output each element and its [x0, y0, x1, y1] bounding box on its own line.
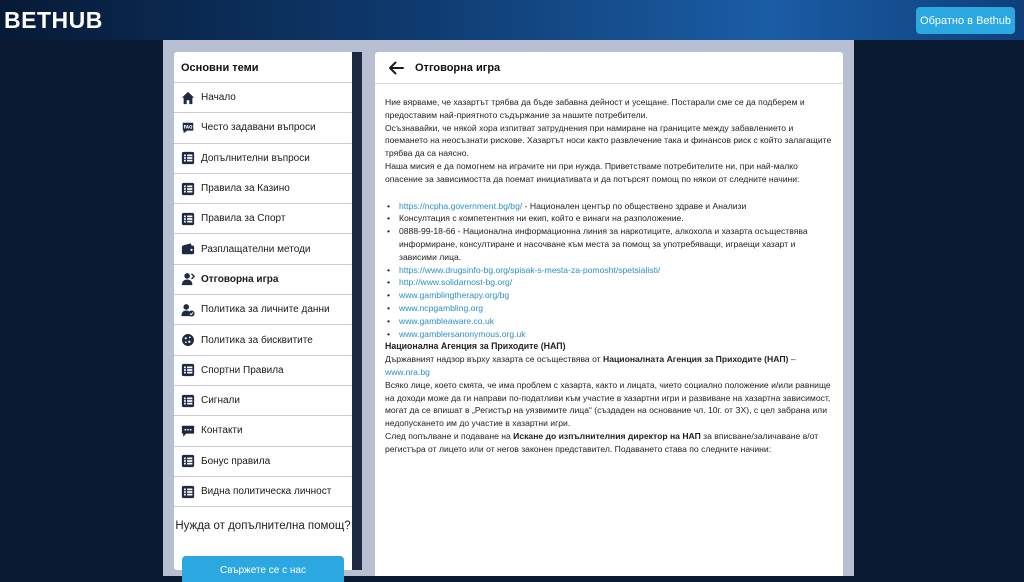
sidebar-item-label: Правила за Спорт	[201, 213, 286, 225]
sidebar-item-label: Отговорна игра	[201, 273, 279, 285]
list-item: • 0888-99-18-66 - Национална информационна линия за наркотиците, алкохола и хазарта осъществява информиране, консултиране и насочване към места за помощ за употребяващи, играещи хазарт и зависими лица.	[397, 225, 833, 263]
user-check-icon	[180, 302, 195, 317]
svg-text:FAQ: FAQ	[183, 124, 192, 130]
nra-link[interactable]: www.nra.bg	[385, 366, 430, 377]
sidebar-item-privacy-policy[interactable]	[174, 295, 352, 325]
list-icon	[180, 393, 195, 408]
text-span: за вписване/заличаване в/от регистъра от лицето или от негов законен представител. Подаването става по следните начини:	[385, 430, 819, 454]
list-item	[397, 328, 833, 341]
list-item: • Консултация с компетентния ни екип, който е винаги на разположение.	[397, 212, 833, 225]
nap-heading: Национална Агенция за Приходите (НАП)	[385, 341, 566, 352]
sidebar-item-sports-rules[interactable]	[174, 356, 352, 386]
sidebar-item-label: Политика за бисквитите	[201, 334, 313, 346]
list-icon	[180, 151, 195, 166]
sidebar-item-home[interactable]	[174, 83, 352, 113]
list-icon	[180, 211, 195, 226]
sidebar-item-faq[interactable]	[174, 113, 352, 143]
list-icon	[180, 363, 195, 378]
sidebar-item-label: Често задавани въпроси	[201, 122, 316, 134]
help-resources-list	[385, 200, 833, 341]
cookie-icon	[180, 333, 195, 348]
bold-text: Искане до изпълнителния директор на НАП	[513, 430, 701, 441]
list-item	[397, 289, 833, 302]
sidebar-item-label: Контакти	[201, 425, 243, 437]
logo[interactable]: BETHUB	[4, 7, 103, 33]
solidarnost-link[interactable]: http://www.solidarnost-bg.org/	[399, 277, 513, 288]
contact-us-button[interactable]: Свържете се с нас	[182, 556, 344, 582]
gamblingtherapy-link[interactable]: www.gamblingtherapy.org/bg	[399, 290, 510, 301]
list-item	[397, 302, 833, 315]
sidebar-item-bonus-rules[interactable]	[174, 447, 352, 477]
content-body	[375, 84, 843, 456]
content-panel	[375, 52, 843, 576]
sidebar-item-label: Политика за личните данни	[201, 304, 330, 316]
sidebar-scrollbar[interactable]	[352, 52, 362, 570]
text-span: –	[788, 354, 796, 365]
sidebar-title: Основни теми	[174, 52, 352, 83]
back-to-bethub-button[interactable]: Обратно в Bethub	[916, 7, 1015, 34]
sidebar-item-label: Видна политическа личност	[201, 486, 332, 497]
list-item	[397, 315, 833, 328]
user-icon	[180, 272, 195, 287]
home-icon	[180, 90, 195, 105]
sidebar-item-reports[interactable]	[174, 386, 352, 416]
top-header	[0, 0, 1024, 40]
sidebar-item-cookie-policy[interactable]	[174, 325, 352, 355]
list-item-text: - Национален център по обществено здраве и Анализи	[522, 200, 747, 211]
sidebar-item-payment-methods[interactable]	[174, 234, 352, 264]
faq-icon	[180, 120, 195, 135]
intro-paragraph: Наша мисия е да помогнем на играчите ни при нужда. Приветстваме потребителите ни, при най-малко опасение за зависимостта да поемат инициативата и да потърсят помощ по някои от следните начини:	[385, 160, 800, 184]
sidebar-item-label: Бонус правила	[201, 455, 271, 467]
list-icon	[180, 454, 195, 469]
sidebar-item-label: Разплащателни методи	[201, 243, 311, 255]
sidebar-item-casino-rules[interactable]	[174, 174, 352, 204]
gamblersanonymous-link[interactable]: www.gamblersanonymous.org.uk	[399, 328, 526, 339]
page-title: Отговорна игра	[415, 61, 501, 74]
list-icon	[180, 484, 195, 499]
chat-icon	[180, 423, 195, 438]
arrow-left-icon[interactable]	[387, 59, 405, 77]
nap-paragraph: Всяко лице, което смята, че има проблем с хазарта, както и лицата, чието социално положение и/или равнище на доходи може да ги направи по-податливи към участие в хазартни игри и развиване на хазартна зависимост, могат да се впишат в „Регистър на уязвимите лица“ (създаден на основание чл. 10г. от ЗХ), с цел забрана или недопускането им до участие в хазартни игри.	[385, 379, 831, 429]
text-span: След попълване и подаване на	[385, 430, 514, 441]
sidebar-nav	[174, 83, 352, 507]
sidebar-item-pep[interactable]	[174, 477, 352, 507]
sidebar-item-sport-rules[interactable]	[174, 204, 352, 234]
list-item	[397, 200, 833, 213]
sidebar-item-label: Допълнителни въпроси	[201, 152, 310, 164]
list-icon	[180, 181, 195, 196]
list-item	[397, 276, 833, 289]
sidebar-item-responsible-gaming[interactable]	[174, 265, 352, 295]
text-span: Държавният надзор върху хазарта се осъществява от	[385, 354, 604, 365]
sidebar-item-contacts[interactable]	[174, 416, 352, 446]
sidebar	[174, 52, 362, 576]
wallet-icon	[180, 242, 195, 257]
list-item	[397, 264, 833, 277]
sidebar-item-label: Спортни Правила	[201, 364, 284, 376]
sidebar-item-label: Правила за Казино	[201, 183, 290, 195]
intro-paragraph: Осъзнавайки, че някой хора изпитват затруднения при намиране на границите между забавлението и поемането на неосъзнати рискове. Хазартът носи както развлечение така и финансов риск с който залагащите трябва да са наясно.	[385, 122, 832, 159]
intro-paragraph: Ние вярваме, че хазартът трябва да бъде забавна дейност и усещане. Постарали сме се да подберем и предоставим най-приятното съдържание за нашите потребители.	[385, 97, 805, 120]
drugsinfo-link[interactable]: https://www.drugsinfo-bg.org/spisak-s-mesta-za-pomosht/spetsialisti/	[399, 264, 661, 275]
nap-paragraph	[385, 430, 833, 456]
sidebar-item-label: Начало	[201, 92, 236, 104]
ncpgambling-link[interactable]: www.ncpgambling.org	[399, 302, 484, 313]
gambleaware-link[interactable]: www.gambleaware.co.uk	[399, 315, 495, 326]
sidebar-item-label: Сигнали	[201, 395, 240, 407]
help-text: Нужда от допълнителна помощ?	[175, 520, 351, 532]
bold-text: Националната Агенция за Приходите (НАП)	[603, 354, 789, 365]
sidebar-item-additional-questions[interactable]	[174, 144, 352, 174]
nap-paragraph	[385, 353, 833, 379]
content-header	[375, 52, 843, 84]
ncpha-link[interactable]: https://ncpha.government.bg/bg/	[399, 200, 523, 211]
